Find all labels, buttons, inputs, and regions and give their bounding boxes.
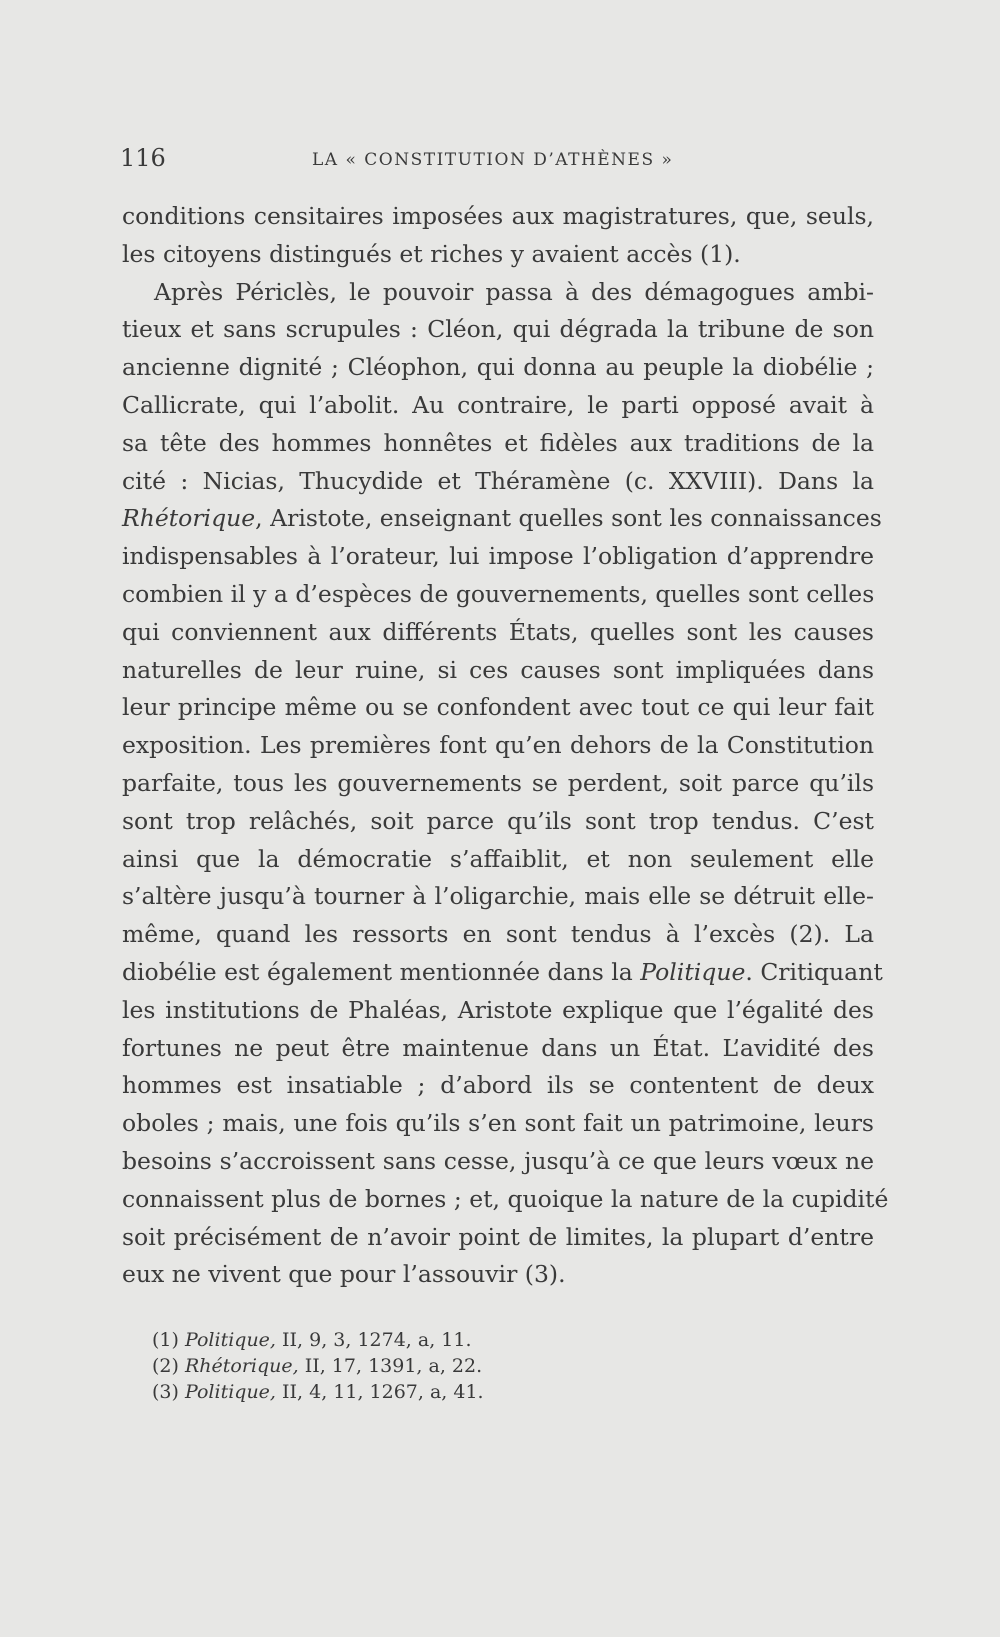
footnote-number: (2): [152, 1355, 179, 1377]
footnote-work: Politique,: [184, 1329, 276, 1351]
text-line: sont trop relâchés, soit parce qu’ils sont trop tendus. C’est: [122, 806, 874, 835]
text-line: fortunes ne peut être maintenue dans un État. L’avidité des: [122, 1033, 874, 1062]
footnote-number: (3): [152, 1381, 179, 1403]
work-title: Rhétorique: [122, 504, 256, 533]
footnote-number: (1): [152, 1329, 179, 1351]
text-line: exposition. Les premières font qu’en dehors de la Constitution: [122, 731, 874, 760]
text-line: s’altère jusqu’à tourner à l’oligarchie, mais elle se détruit elle-: [122, 882, 874, 911]
footnote-reference: II, 4, 11, 1267, a, 41.: [282, 1381, 484, 1403]
footnote-work: Rhétorique,: [184, 1355, 299, 1377]
text-line: cité : Nicias, Thucydide et Théramène (c. XXVIII). Dans la: [122, 466, 874, 495]
text-line: ainsi que la démocratie s’affaiblit, et non seulement elle: [122, 844, 874, 873]
text-line: Rhétorique, Aristote, enseignant quelles sont les connaissances: [122, 504, 882, 533]
text-line: qui conviennent aux différents États, quelles sont les causes: [122, 617, 874, 646]
footnotes: [152, 1327, 652, 1405]
text-line: ancienne dignité ; Cléophon, qui donna au peuple la diobélie ;: [122, 353, 874, 382]
page-header: [120, 144, 875, 180]
text-line: connaissent plus de bornes ; et, quoique la nature de la cupidité: [122, 1184, 889, 1213]
text-line: sa tête des hommes honnêtes et fidèles aux traditions de la: [122, 428, 874, 457]
body-text: [122, 198, 889, 1294]
text-line: eux ne vivent que pour l’assouvir (3).: [122, 1260, 566, 1289]
text-line: oboles ; mais, une fois qu’ils s’en sont fait un patrimoine, leurs: [122, 1109, 874, 1138]
text-line: soit précisément de n’avoir point de limites, la plupart d’entre: [122, 1222, 874, 1251]
footnote-reference: II, 9, 3, 1274, a, 11.: [282, 1329, 472, 1351]
page-number: 116: [120, 144, 166, 172]
text-line: leur principe même ou se confondent avec tout ce qui leur fait: [122, 693, 874, 722]
running-title: LA « CONSTITUTION D’ATHÈNES »: [312, 150, 674, 170]
text-line: Après Périclès, le pouvoir passa à des démagogues ambi-: [154, 277, 874, 306]
footnote: [152, 1327, 652, 1353]
footnote: [152, 1379, 652, 1405]
text-line: indispensables à l’orateur, lui impose l’obligation d’apprendre: [122, 542, 874, 571]
text-line: Callicrate, qui l’abolit. Au contraire, le parti opposé avait à: [122, 390, 874, 419]
text-line: diobélie est également mentionnée dans la Politique. Critiquant: [122, 957, 883, 986]
text-line: même, quand les ressorts en sont tendus à l’excès (2). La: [122, 920, 874, 949]
text-line: combien il y a d’espèces de gouvernements, quelles sont celles: [122, 579, 875, 608]
footnote: [152, 1353, 652, 1379]
footnote-work: Politique,: [184, 1381, 276, 1403]
text-line: les institutions de Phaléas, Aristote explique que l’égalité des: [122, 995, 874, 1024]
work-title: Politique: [640, 957, 746, 986]
text-line: naturelles de leur ruine, si ces causes sont impliquées dans: [122, 655, 874, 684]
text-line: tieux et sans scrupules : Cléon, qui dégrada la tribune de son: [122, 315, 874, 344]
text-line: hommes est insatiable ; d’abord ils se contentent de deux: [122, 1071, 874, 1100]
text-line: conditions censitaires imposées aux magistratures, que, seuls,: [122, 202, 874, 230]
footnote-reference: II, 17, 1391, a, 22.: [304, 1355, 483, 1377]
text-line: les citoyens distingués et riches y avaient accès (1).: [122, 239, 741, 268]
text-line: besoins s’accroissent sans cesse, jusqu’à ce que leurs vœux ne: [122, 1146, 874, 1175]
text-line: parfaite, tous les gouvernements se perdent, soit parce qu’ils: [122, 768, 874, 797]
